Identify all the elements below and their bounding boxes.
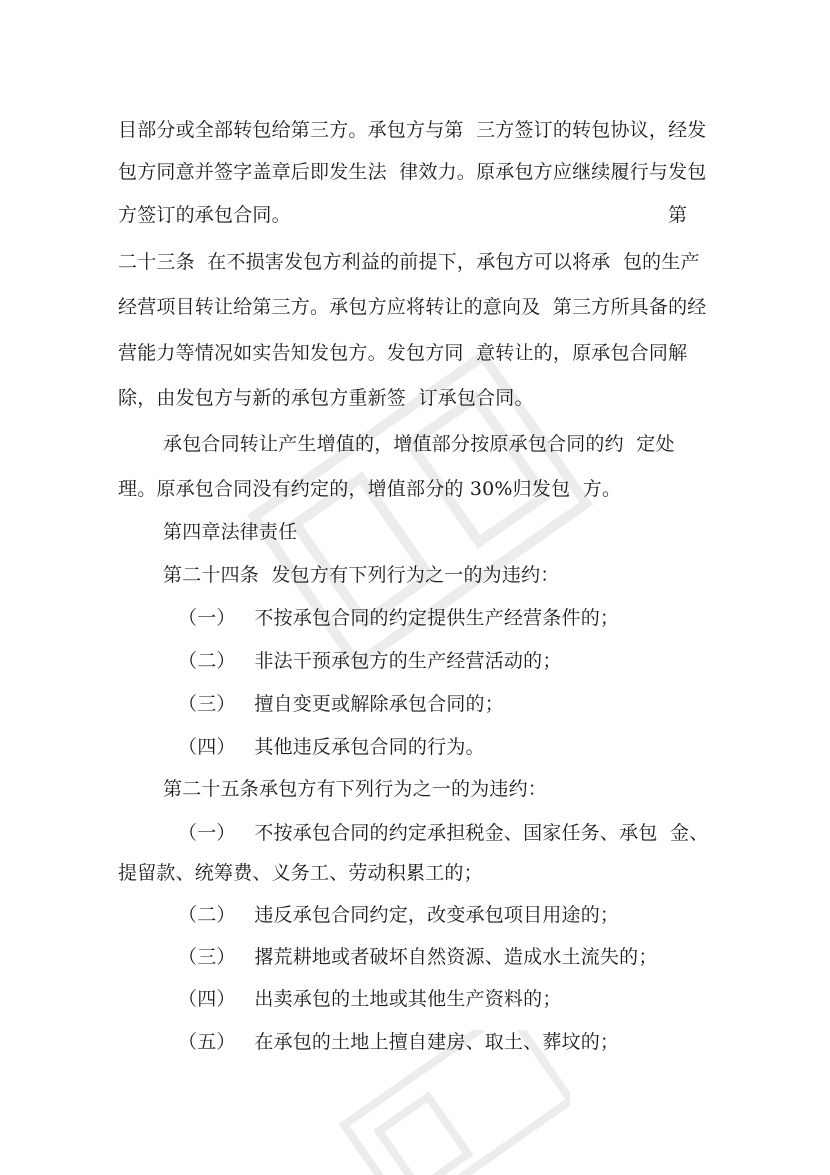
list-item: （四） 其他违反承包合同的行为。 xyxy=(178,736,485,758)
list-item: （二） 非法干预承包方的生产经营活动的； xyxy=(178,650,562,672)
article-heading: 第二十四条 发包方有下列行为之一的为违约： xyxy=(163,564,560,586)
paragraph-line: 包方同意并签字盖章后即发生法 律效力。原承包方应继续履行与发包 xyxy=(118,161,707,183)
list-item: （五） 在承包的土地上擅自建房、取土、葬坟的； xyxy=(178,1031,620,1053)
list-item: （二） 违反承包合同约定，改变承包项目用途的； xyxy=(178,904,620,926)
paragraph-line: 方签订的承包合同。 xyxy=(118,204,291,226)
paragraph-line: 承包合同转让产生增值的，增值部分按原承包合同的约 定处 xyxy=(163,433,675,455)
list-item: （一） 不按承包合同的约定提供生产经营条件的； xyxy=(178,607,620,629)
list-item: （三） 擅自变更或解除承包合同的； xyxy=(178,693,504,715)
paragraph-line: 目部分或全部转包给第三方。承包方与第 三方签订的转包协议，经发 xyxy=(118,119,707,141)
paragraph-line: 二十三条 在不损害发包方利益的前提下，承包方可以将承 包的生产 xyxy=(118,251,700,273)
list-item: （一） 不按承包合同的约定承担税金、国家任务、承包 金、 xyxy=(178,822,709,844)
article-prefix: 第 xyxy=(668,204,688,226)
paragraph-line: 理。原承包合同没有约定的，增值部分的 30%归发包 方。 xyxy=(118,478,622,500)
paragraph-line: 提留款、统筹费、义务工、劳动积累工的； xyxy=(118,862,483,884)
paragraph-line: 除，由发包方与新的承包方重新签 订承包合同。 xyxy=(118,387,534,409)
paragraph-line: 营能力等情况如实告知发包方。发包方同 意转让的，原承包合同解 xyxy=(118,342,688,364)
list-item: （三） 撂荒耕地或者破坏自然资源、造成水土流失的； xyxy=(178,946,658,968)
paragraph-line: 经营项目转让给第三方。承包方应将转让的意向及 第三方所具备的经 xyxy=(118,296,707,318)
chapter-heading: 第四章法律责任 xyxy=(163,521,298,543)
list-item: （四） 出卖承包的土地或其他生产资料的； xyxy=(178,988,562,1010)
article-heading: 第二十五条承包方有下列行为之一的为违约： xyxy=(163,778,548,800)
